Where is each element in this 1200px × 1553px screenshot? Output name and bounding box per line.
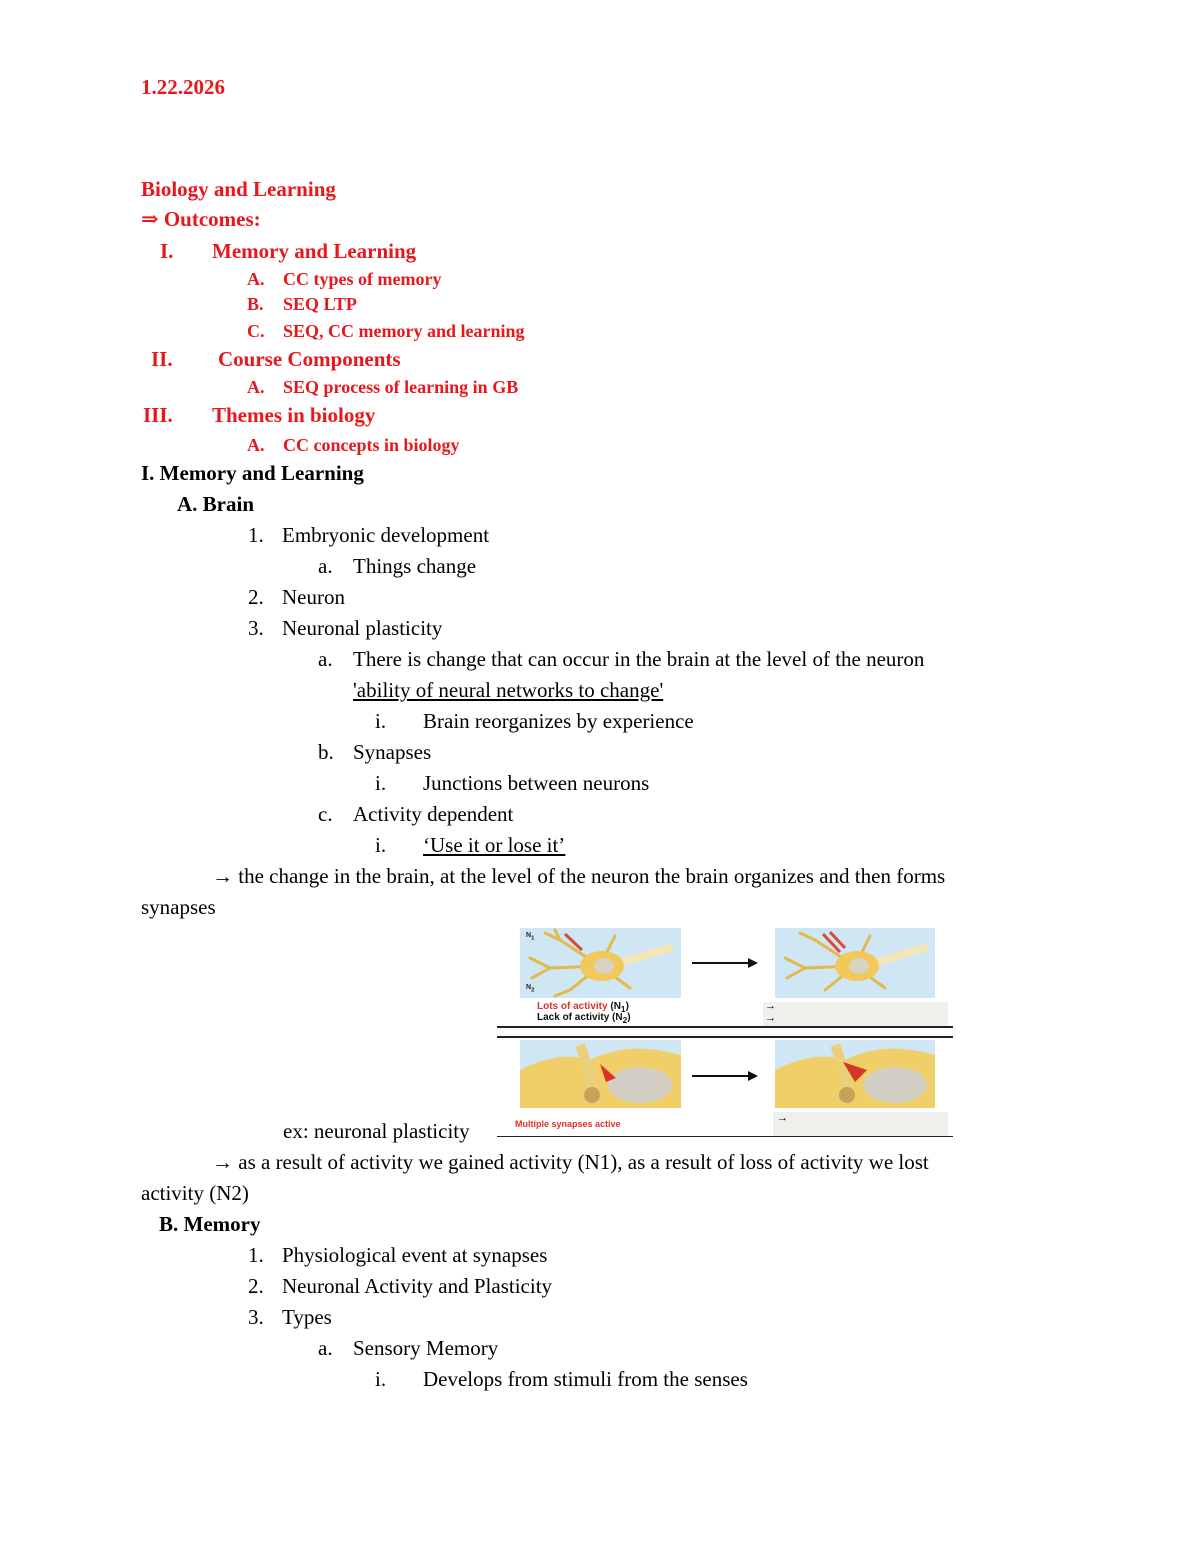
list-number: i. — [375, 1367, 387, 1391]
arrow-note: → the change in the brain, at the level of the neuron the brain organizes and then forms — [212, 864, 946, 888]
lots-of-activity-label: Lots of activity — [537, 1001, 608, 1012]
n1-label: N — [526, 932, 532, 939]
lack-of-activity-label: Lack of activity (N — [537, 1012, 623, 1023]
outline-item-label: SEQ process of learning in GB — [283, 377, 519, 397]
list-number: 2. — [248, 585, 264, 609]
neuron-panel-after — [775, 928, 935, 998]
list-number: 1. — [248, 1243, 264, 1267]
arrow-right-icon — [692, 1069, 758, 1083]
outline-section-num: I. — [160, 239, 174, 263]
divider — [497, 1036, 953, 1038]
divider — [497, 1136, 953, 1137]
list-number: i. — [375, 771, 387, 795]
outcomes-label: ⇒ Outcomes: — [141, 207, 261, 231]
list-number: 3. — [248, 616, 264, 640]
outline-section-label: Memory and Learning — [212, 239, 417, 263]
list-item: Things change — [353, 554, 477, 578]
divider — [497, 1026, 953, 1028]
list-number: i. — [375, 833, 387, 857]
list-item: There is change that can occur in the brain at the level of the neuron — [353, 647, 925, 671]
neuronal-plasticity-figure: $N_1$ $N_2$ Lots of activity $(N_1)$ Lack of activity $(N_2)$ → → Multiple synapses active → — [497, 928, 953, 1140]
outline-item-num: A. — [247, 377, 265, 397]
list-item: ‘Use it or lose it’ — [423, 833, 566, 857]
list-item: Junctions between neurons — [423, 771, 650, 795]
list-item: Sensory Memory — [353, 1336, 499, 1360]
arrow-note-continued: synapses — [141, 895, 216, 919]
list-item: Activity dependent — [353, 802, 514, 826]
list-number: a. — [318, 554, 333, 578]
arrow-icon: → — [777, 1112, 788, 1124]
result-note: → as a result of activity we gained activity (N1), as a result of loss of activity we lost — [212, 1150, 929, 1174]
answer-box — [773, 1112, 948, 1136]
list-item: Synapses — [353, 740, 432, 764]
date-heading: 1.22.2026 — [141, 75, 225, 99]
list-number: i. — [375, 709, 387, 733]
list-item: Embryonic development — [282, 523, 490, 547]
list-number: 3. — [248, 1305, 264, 1329]
notes-heading: I. Memory and Learning — [141, 461, 364, 485]
list-item: Neuronal plasticity — [282, 616, 443, 640]
outline-item-label: SEQ, CC memory and learning — [283, 321, 525, 341]
figure-caption: ex: neuronal plasticity — [283, 1119, 470, 1143]
list-number: c. — [318, 802, 333, 826]
n2-index: 2 — [531, 987, 535, 994]
outline-item-num: A. — [247, 435, 265, 455]
synapse-panel-after — [775, 1040, 935, 1108]
n2-label: N — [526, 984, 532, 991]
lots-of-activity-n: (N — [610, 1001, 621, 1012]
list-number: 2. — [248, 1274, 264, 1298]
list-item: Physiological event at synapses — [282, 1243, 548, 1267]
lack-of-activity-index: 2 — [622, 1015, 628, 1025]
list-item: Develops from stimuli from the senses — [423, 1367, 748, 1391]
list-number: b. — [318, 740, 334, 764]
neuron-panel-before — [520, 928, 681, 998]
list-number: a. — [318, 647, 333, 671]
list-item: Neuronal Activity and Plasticity — [282, 1274, 553, 1298]
outline-section-num: II. — [151, 347, 173, 371]
list-number: 1. — [248, 523, 264, 547]
outline-item-label: CC concepts in biology — [283, 435, 460, 455]
memory-heading: B. Memory — [159, 1212, 261, 1236]
list-item: Neuron — [282, 585, 345, 609]
list-item: Types — [282, 1305, 332, 1329]
outline-item-num: B. — [247, 294, 264, 314]
outline-item-num: A. — [247, 269, 265, 289]
list-item: Brain reorganizes by experience — [423, 709, 694, 733]
lots-of-activity-index: 1 — [620, 1004, 626, 1014]
n1-index: 1 — [531, 935, 535, 942]
multiple-synapses-label: Multiple synapses active — [515, 1119, 621, 1129]
arrow-icon: → → — [765, 1000, 776, 1024]
outline-section-num: III. — [143, 403, 173, 427]
answer-box — [763, 1002, 948, 1026]
definition-quote: 'ability of neural networks to change' — [353, 678, 664, 702]
brain-heading: A. Brain — [177, 492, 255, 516]
arrow-right-icon — [692, 956, 758, 970]
outline-title: Biology and Learning — [141, 177, 336, 201]
outline-item-label: CC types of memory — [283, 269, 442, 289]
list-number: a. — [318, 1336, 333, 1360]
synapse-panel-before — [520, 1040, 681, 1108]
outline-section-label: Themes in biology — [212, 403, 376, 427]
outline-section-label: Course Components — [218, 347, 401, 371]
outline-item-label: SEQ LTP — [283, 294, 357, 314]
result-note-continued: activity (N2) — [141, 1181, 249, 1205]
outline-item-num: C. — [247, 321, 265, 341]
